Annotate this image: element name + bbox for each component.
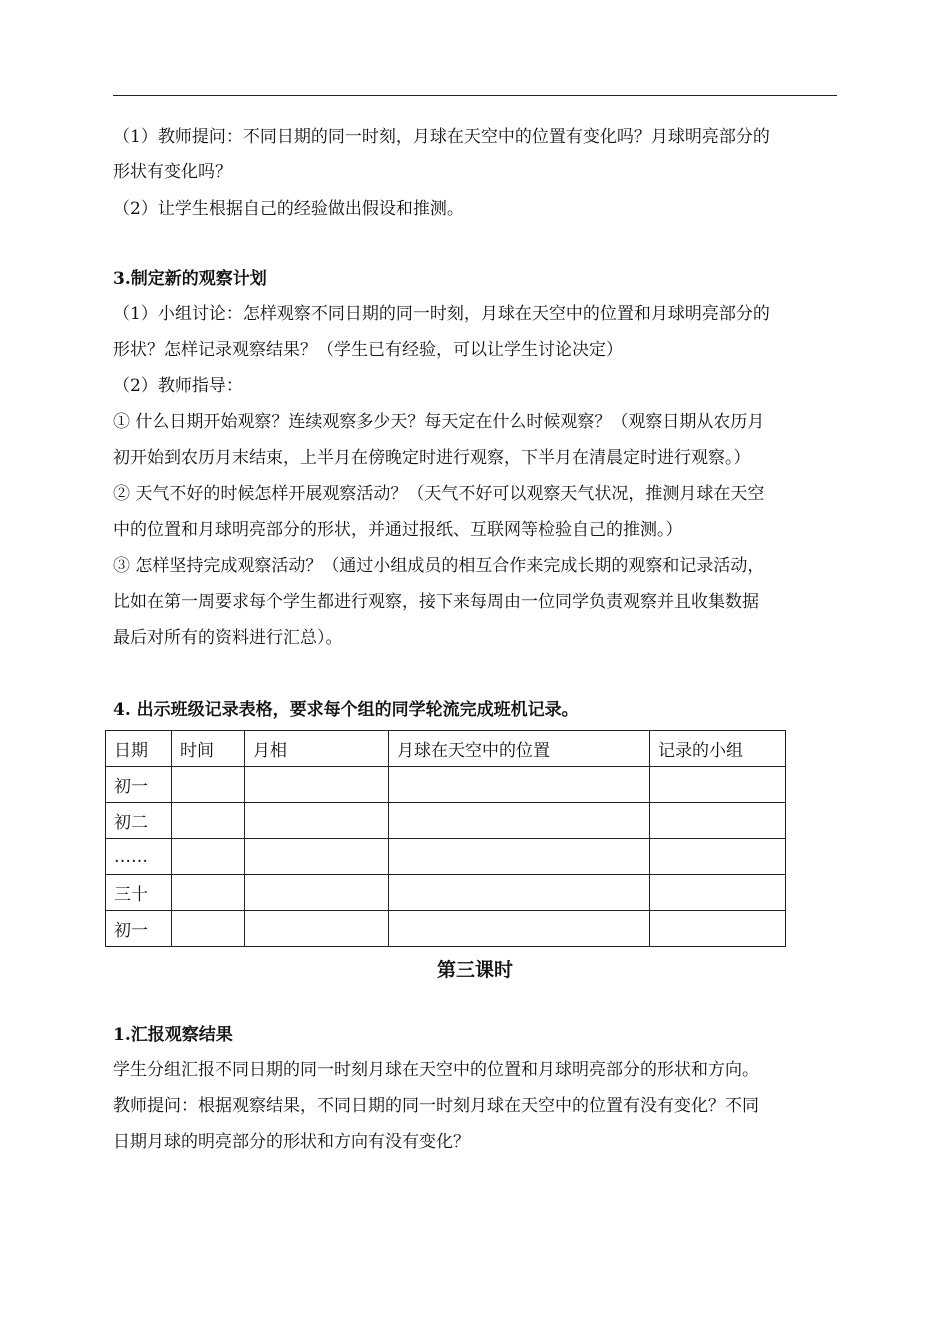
paragraph: （1）教师提问：不同日期的同一时刻，月球在天空中的位置有变化吗？月球明亮部分的 — [113, 127, 770, 147]
paragraph: 比如在第一周要求每个学生都进行观察，接下来每周由一位同学负责观察并且收集数据 — [113, 592, 759, 612]
table-cell — [172, 839, 245, 875]
table-cell — [650, 767, 786, 803]
record-table — [105, 730, 786, 947]
table-cell-date: …… — [106, 839, 172, 875]
table-cell-date: 三十 — [106, 875, 172, 911]
table-cell — [650, 803, 786, 839]
section-heading: 3.制定新的观察计划 — [113, 269, 267, 289]
table-cell — [172, 875, 245, 911]
paragraph: 初开始到农历月末结束，上半月在傍晚定时进行观察，下半月在清晨定时进行观察。） — [113, 448, 751, 468]
paragraph: （2）让学生根据自己的经验做出假设和推测。 — [113, 199, 464, 219]
section-heading: 4. 出示班级记录表格，要求每个组的同学轮流完成班机记录。 — [113, 700, 579, 720]
table-header-cell: 日期 — [106, 731, 172, 767]
table-row — [106, 839, 786, 875]
paragraph: ③ 怎样坚持完成观察活动？（通过小组成员的相互合作来完成长期的观察和记录活动， — [113, 556, 765, 576]
table-cell-date: 初一 — [106, 911, 172, 947]
table-cell — [245, 803, 389, 839]
paragraph: 日期月球的明亮部分的形状和方向有没有变化？ — [113, 1132, 470, 1152]
paragraph: 最后对所有的资料进行汇总）。 — [113, 628, 343, 648]
table-cell — [172, 803, 245, 839]
table-cell — [389, 839, 650, 875]
table-cell — [389, 803, 650, 839]
lesson-title: 第三课时 — [436, 959, 513, 981]
table-cell — [245, 767, 389, 803]
table-header-cell: 时间 — [172, 731, 245, 767]
table-cell — [245, 875, 389, 911]
table-cell — [245, 911, 389, 947]
paragraph: （1）小组讨论：怎样观察不同日期的同一时刻，月球在天空中的位置和月球明亮部分的 — [113, 304, 770, 324]
table-cell-date: 初二 — [106, 803, 172, 839]
table-header-cell: 月相 — [245, 731, 389, 767]
paragraph: 形状？怎样记录观察结果？（学生已有经验，可以让学生讨论决定） — [113, 340, 623, 360]
table-cell-date: 初一 — [106, 767, 172, 803]
table-cell — [245, 839, 389, 875]
paragraph: （2）教师指导： — [113, 376, 243, 396]
paragraph: 教师提问：根据观察结果，不同日期的同一时刻月球在天空中的位置有没有变化？不同 — [113, 1096, 759, 1116]
table-row — [106, 875, 786, 911]
table-cell — [389, 875, 650, 911]
table-cell — [650, 875, 786, 911]
table-header-cell: 记录的小组 — [650, 731, 786, 767]
table-row — [106, 767, 786, 803]
table-cell — [389, 911, 650, 947]
table-cell — [650, 839, 786, 875]
table-row — [106, 911, 786, 947]
table-cell — [172, 911, 245, 947]
paragraph: 学生分组汇报不同日期的同一时刻月球在天空中的位置和月球明亮部分的形状和方向。 — [113, 1060, 759, 1080]
paragraph: ① 什么日期开始观察？连续观察多少天？每天定在什么时候观察？（观察日期从农历月 — [113, 412, 765, 432]
table-cell — [172, 767, 245, 803]
table-header-cell: 月球在天空中的位置 — [389, 731, 650, 767]
paragraph: 中的位置和月球明亮部分的形状，并通过报纸、互联网等检验自己的推测。） — [113, 520, 683, 540]
table-row — [106, 803, 786, 839]
paragraph: ② 天气不好的时候怎样开展观察活动？（天气不好可以观察天气状况，推测月球在天空 — [113, 484, 765, 504]
table-cell — [650, 911, 786, 947]
table-header-row — [106, 731, 786, 767]
section-heading: 1.汇报观察结果 — [113, 1025, 233, 1045]
paragraph: 形状有变化吗？ — [113, 162, 232, 182]
table-cell — [389, 767, 650, 803]
header-rule — [113, 95, 837, 96]
